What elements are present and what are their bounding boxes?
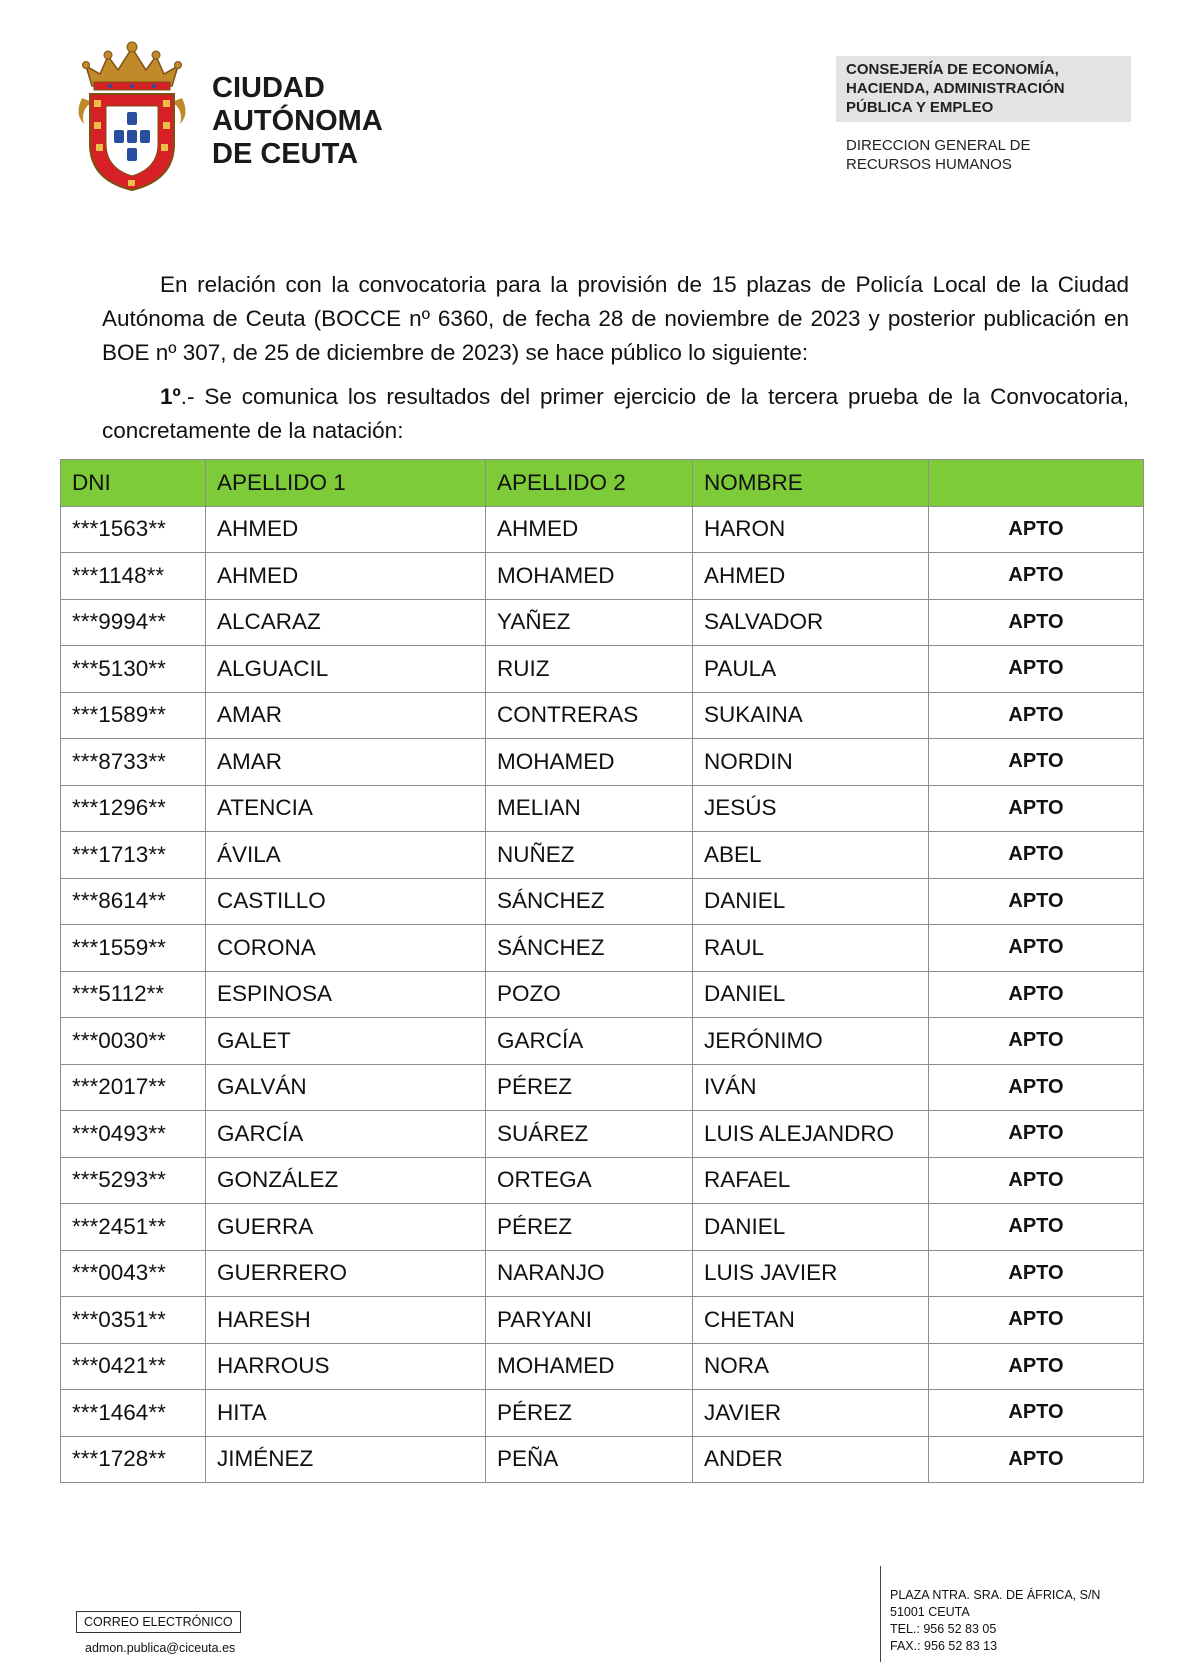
nombre-cell: DANIEL — [693, 971, 929, 1018]
table-row — [61, 1250, 1144, 1297]
dni-cell: ***1148** — [61, 553, 206, 600]
apellido-1-cell: HARROUS — [206, 1343, 486, 1390]
result-cell: APTO — [929, 1064, 1144, 1111]
address-block: PLAZA NTRA. SRA. DE ÁFRICA, S/N 51001 CEUTA TEL.: 956 52 83 05 FAX.: 956 52 83 13 — [890, 1588, 1101, 1653]
apellido-2-cell: GARCÍA — [486, 1018, 693, 1065]
result-cell: APTO — [929, 1204, 1144, 1251]
apellido-2-cell: MOHAMED — [486, 553, 693, 600]
dni-cell: ***0421** — [61, 1343, 206, 1390]
apellido-1-cell: ESPINOSA — [206, 971, 486, 1018]
table-header-row — [61, 460, 1144, 507]
point-number: 1º — [160, 384, 181, 409]
apellido-1-cell: GONZÁLEZ — [206, 1157, 486, 1204]
apellido-2-cell: SUÁREZ — [486, 1111, 693, 1158]
result-cell: APTO — [929, 646, 1144, 693]
nombre-cell: RAFAEL — [693, 1157, 929, 1204]
dni-cell: ***8733** — [61, 739, 206, 786]
nombre-cell: SALVADOR — [693, 599, 929, 646]
nombre-cell: ANDER — [693, 1436, 929, 1483]
nombre-cell: CHETAN — [693, 1297, 929, 1344]
apellido-2-cell: AHMED — [486, 506, 693, 553]
apellido-2-cell: SÁNCHEZ — [486, 925, 693, 972]
email-label: CORREO ELECTRÓNICO — [76, 1611, 241, 1633]
dni-cell: ***0493** — [61, 1111, 206, 1158]
nombre-cell: DANIEL — [693, 1204, 929, 1251]
table-row — [61, 1390, 1144, 1437]
apellido-2-cell: PÉREZ — [486, 1204, 693, 1251]
result-cell: APTO — [929, 925, 1144, 972]
apellido-2-cell: ORTEGA — [486, 1157, 693, 1204]
dni-cell: ***5112** — [61, 971, 206, 1018]
dni-cell: ***1296** — [61, 785, 206, 832]
table-row — [61, 646, 1144, 693]
apellido-1-cell: ATENCIA — [206, 785, 486, 832]
result-cell: APTO — [929, 785, 1144, 832]
result-cell: APTO — [929, 599, 1144, 646]
apellido-2-cell: PARYANI — [486, 1297, 693, 1344]
apellido-1-cell: ALCARAZ — [206, 599, 486, 646]
dni-cell: ***0351** — [61, 1297, 206, 1344]
result-cell: APTO — [929, 1436, 1144, 1483]
dni-cell: ***2451** — [61, 1204, 206, 1251]
dni-cell: ***1559** — [61, 925, 206, 972]
header-apellido-2: APELLIDO 2 — [486, 460, 693, 507]
nombre-cell: AHMED — [693, 553, 929, 600]
apellido-1-cell: GARCÍA — [206, 1111, 486, 1158]
apellido-1-cell: ALGUACIL — [206, 646, 486, 693]
department-box: CONSEJERÍA DE ECONOMÍA, HACIENDA, ADMINISTRACIÓN PÚBLICA Y EMPLEO — [836, 56, 1131, 122]
dni-cell: ***1589** — [61, 692, 206, 739]
table-row — [61, 553, 1144, 600]
apellido-1-cell: AHMED — [206, 506, 486, 553]
result-cell: APTO — [929, 506, 1144, 553]
apellido-1-cell: GALVÁN — [206, 1064, 486, 1111]
apellido-1-cell: GALET — [206, 1018, 486, 1065]
result-cell: APTO — [929, 832, 1144, 879]
apellido-2-cell: PEÑA — [486, 1436, 693, 1483]
apellido-2-cell: MELIAN — [486, 785, 693, 832]
nombre-cell: JESÚS — [693, 785, 929, 832]
table-row — [61, 1204, 1144, 1251]
table-row — [61, 785, 1144, 832]
apellido-1-cell: GUERRA — [206, 1204, 486, 1251]
apellido-2-cell: MOHAMED — [486, 1343, 693, 1390]
table-row — [61, 692, 1144, 739]
nombre-cell: JERÓNIMO — [693, 1018, 929, 1065]
table-row — [61, 832, 1144, 879]
result-cell: APTO — [929, 553, 1144, 600]
apellido-2-cell: NUÑEZ — [486, 832, 693, 879]
email-address: admon.publica@ciceuta.es — [85, 1641, 236, 1655]
nombre-cell: DANIEL — [693, 878, 929, 925]
apellido-1-cell: GUERRERO — [206, 1250, 486, 1297]
dni-cell: ***2017** — [61, 1064, 206, 1111]
result-cell: APTO — [929, 1343, 1144, 1390]
table-row — [61, 1343, 1144, 1390]
dni-cell: ***0030** — [61, 1018, 206, 1065]
header-nombre: NOMBRE — [693, 460, 929, 507]
apellido-2-cell: CONTRERAS — [486, 692, 693, 739]
nombre-cell: HARON — [693, 506, 929, 553]
table-row — [61, 506, 1144, 553]
dni-cell: ***5293** — [61, 1157, 206, 1204]
table-row — [61, 1018, 1144, 1065]
table-row — [61, 599, 1144, 646]
apellido-1-cell: CORONA — [206, 925, 486, 972]
result-cell: APTO — [929, 739, 1144, 786]
result-cell: APTO — [929, 1390, 1144, 1437]
nombre-cell: NORA — [693, 1343, 929, 1390]
apellido-1-cell: HITA — [206, 1390, 486, 1437]
apellido-1-cell: ÁVILA — [206, 832, 486, 879]
city-name: CIUDAD AUTÓNOMA DE CEUTA — [212, 72, 383, 170]
apellido-2-cell: NARANJO — [486, 1250, 693, 1297]
nombre-cell: PAULA — [693, 646, 929, 693]
result-cell: APTO — [929, 692, 1144, 739]
dni-cell: ***1728** — [61, 1436, 206, 1483]
result-cell: APTO — [929, 1111, 1144, 1158]
intro-paragraph: En relación con la convocatoria para la provisión de 15 plazas de Policía Local de la Ciudad Autónoma de Ceuta (BOCCE nº 6360, de fecha 28 de noviembre de 2023 y posterior publicación en BOE nº 307, de 25 de diciembre de 2023) se hace público lo siguiente: — [102, 272, 1129, 365]
dni-cell: ***1563** — [61, 506, 206, 553]
nombre-cell: NORDIN — [693, 739, 929, 786]
nombre-cell: LUIS JAVIER — [693, 1250, 929, 1297]
dni-cell: ***5130** — [61, 646, 206, 693]
apellido-2-cell: YAÑEZ — [486, 599, 693, 646]
result-cell: APTO — [929, 878, 1144, 925]
table-row — [61, 739, 1144, 786]
apellido-2-cell: SÁNCHEZ — [486, 878, 693, 925]
header-apellido-1: APELLIDO 1 — [206, 460, 486, 507]
nombre-cell: ABEL — [693, 832, 929, 879]
result-cell: APTO — [929, 1250, 1144, 1297]
apellido-1-cell: AMAR — [206, 739, 486, 786]
dni-cell: ***1464** — [61, 1390, 206, 1437]
nombre-cell: SUKAINA — [693, 692, 929, 739]
apellido-1-cell: HARESH — [206, 1297, 486, 1344]
table-row — [61, 1157, 1144, 1204]
apellido-2-cell: MOHAMED — [486, 739, 693, 786]
footer-divider — [880, 1566, 881, 1662]
apellido-1-cell: AHMED — [206, 553, 486, 600]
table-row — [61, 971, 1144, 1018]
nombre-cell: RAUL — [693, 925, 929, 972]
dni-cell: ***8614** — [61, 878, 206, 925]
table-row — [61, 878, 1144, 925]
result-cell: APTO — [929, 1018, 1144, 1065]
table-row — [61, 1111, 1144, 1158]
header-result — [929, 460, 1144, 507]
result-cell: APTO — [929, 1157, 1144, 1204]
apellido-1-cell: CASTILLO — [206, 878, 486, 925]
nombre-cell: JAVIER — [693, 1390, 929, 1437]
table-row — [61, 1297, 1144, 1344]
nombre-cell: LUIS ALEJANDRO — [693, 1111, 929, 1158]
apellido-1-cell: JIMÉNEZ — [206, 1436, 486, 1483]
result-cell: APTO — [929, 1297, 1144, 1344]
directorate: DIRECCION GENERAL DE RECURSOS HUMANOS — [846, 137, 1031, 173]
results-table — [60, 459, 1144, 1483]
apellido-2-cell: POZO — [486, 971, 693, 1018]
nombre-cell: IVÁN — [693, 1064, 929, 1111]
dni-cell: ***0043** — [61, 1250, 206, 1297]
apellido-2-cell: RUIZ — [486, 646, 693, 693]
header-dni: DNI — [61, 460, 206, 507]
point-paragraph: 1º.- Se comunica los resultados del primer ejercicio de la tercera prueba de la Convocatoria, concretamente de la natación: — [102, 384, 1129, 443]
table-row — [61, 1436, 1144, 1483]
dni-cell: ***9994** — [61, 599, 206, 646]
coat-of-arms-icon — [74, 40, 190, 192]
apellido-2-cell: PÉREZ — [486, 1390, 693, 1437]
table-row — [61, 1064, 1144, 1111]
dni-cell: ***1713** — [61, 832, 206, 879]
result-cell: APTO — [929, 971, 1144, 1018]
apellido-2-cell: PÉREZ — [486, 1064, 693, 1111]
apellido-1-cell: AMAR — [206, 692, 486, 739]
table-row — [61, 925, 1144, 972]
